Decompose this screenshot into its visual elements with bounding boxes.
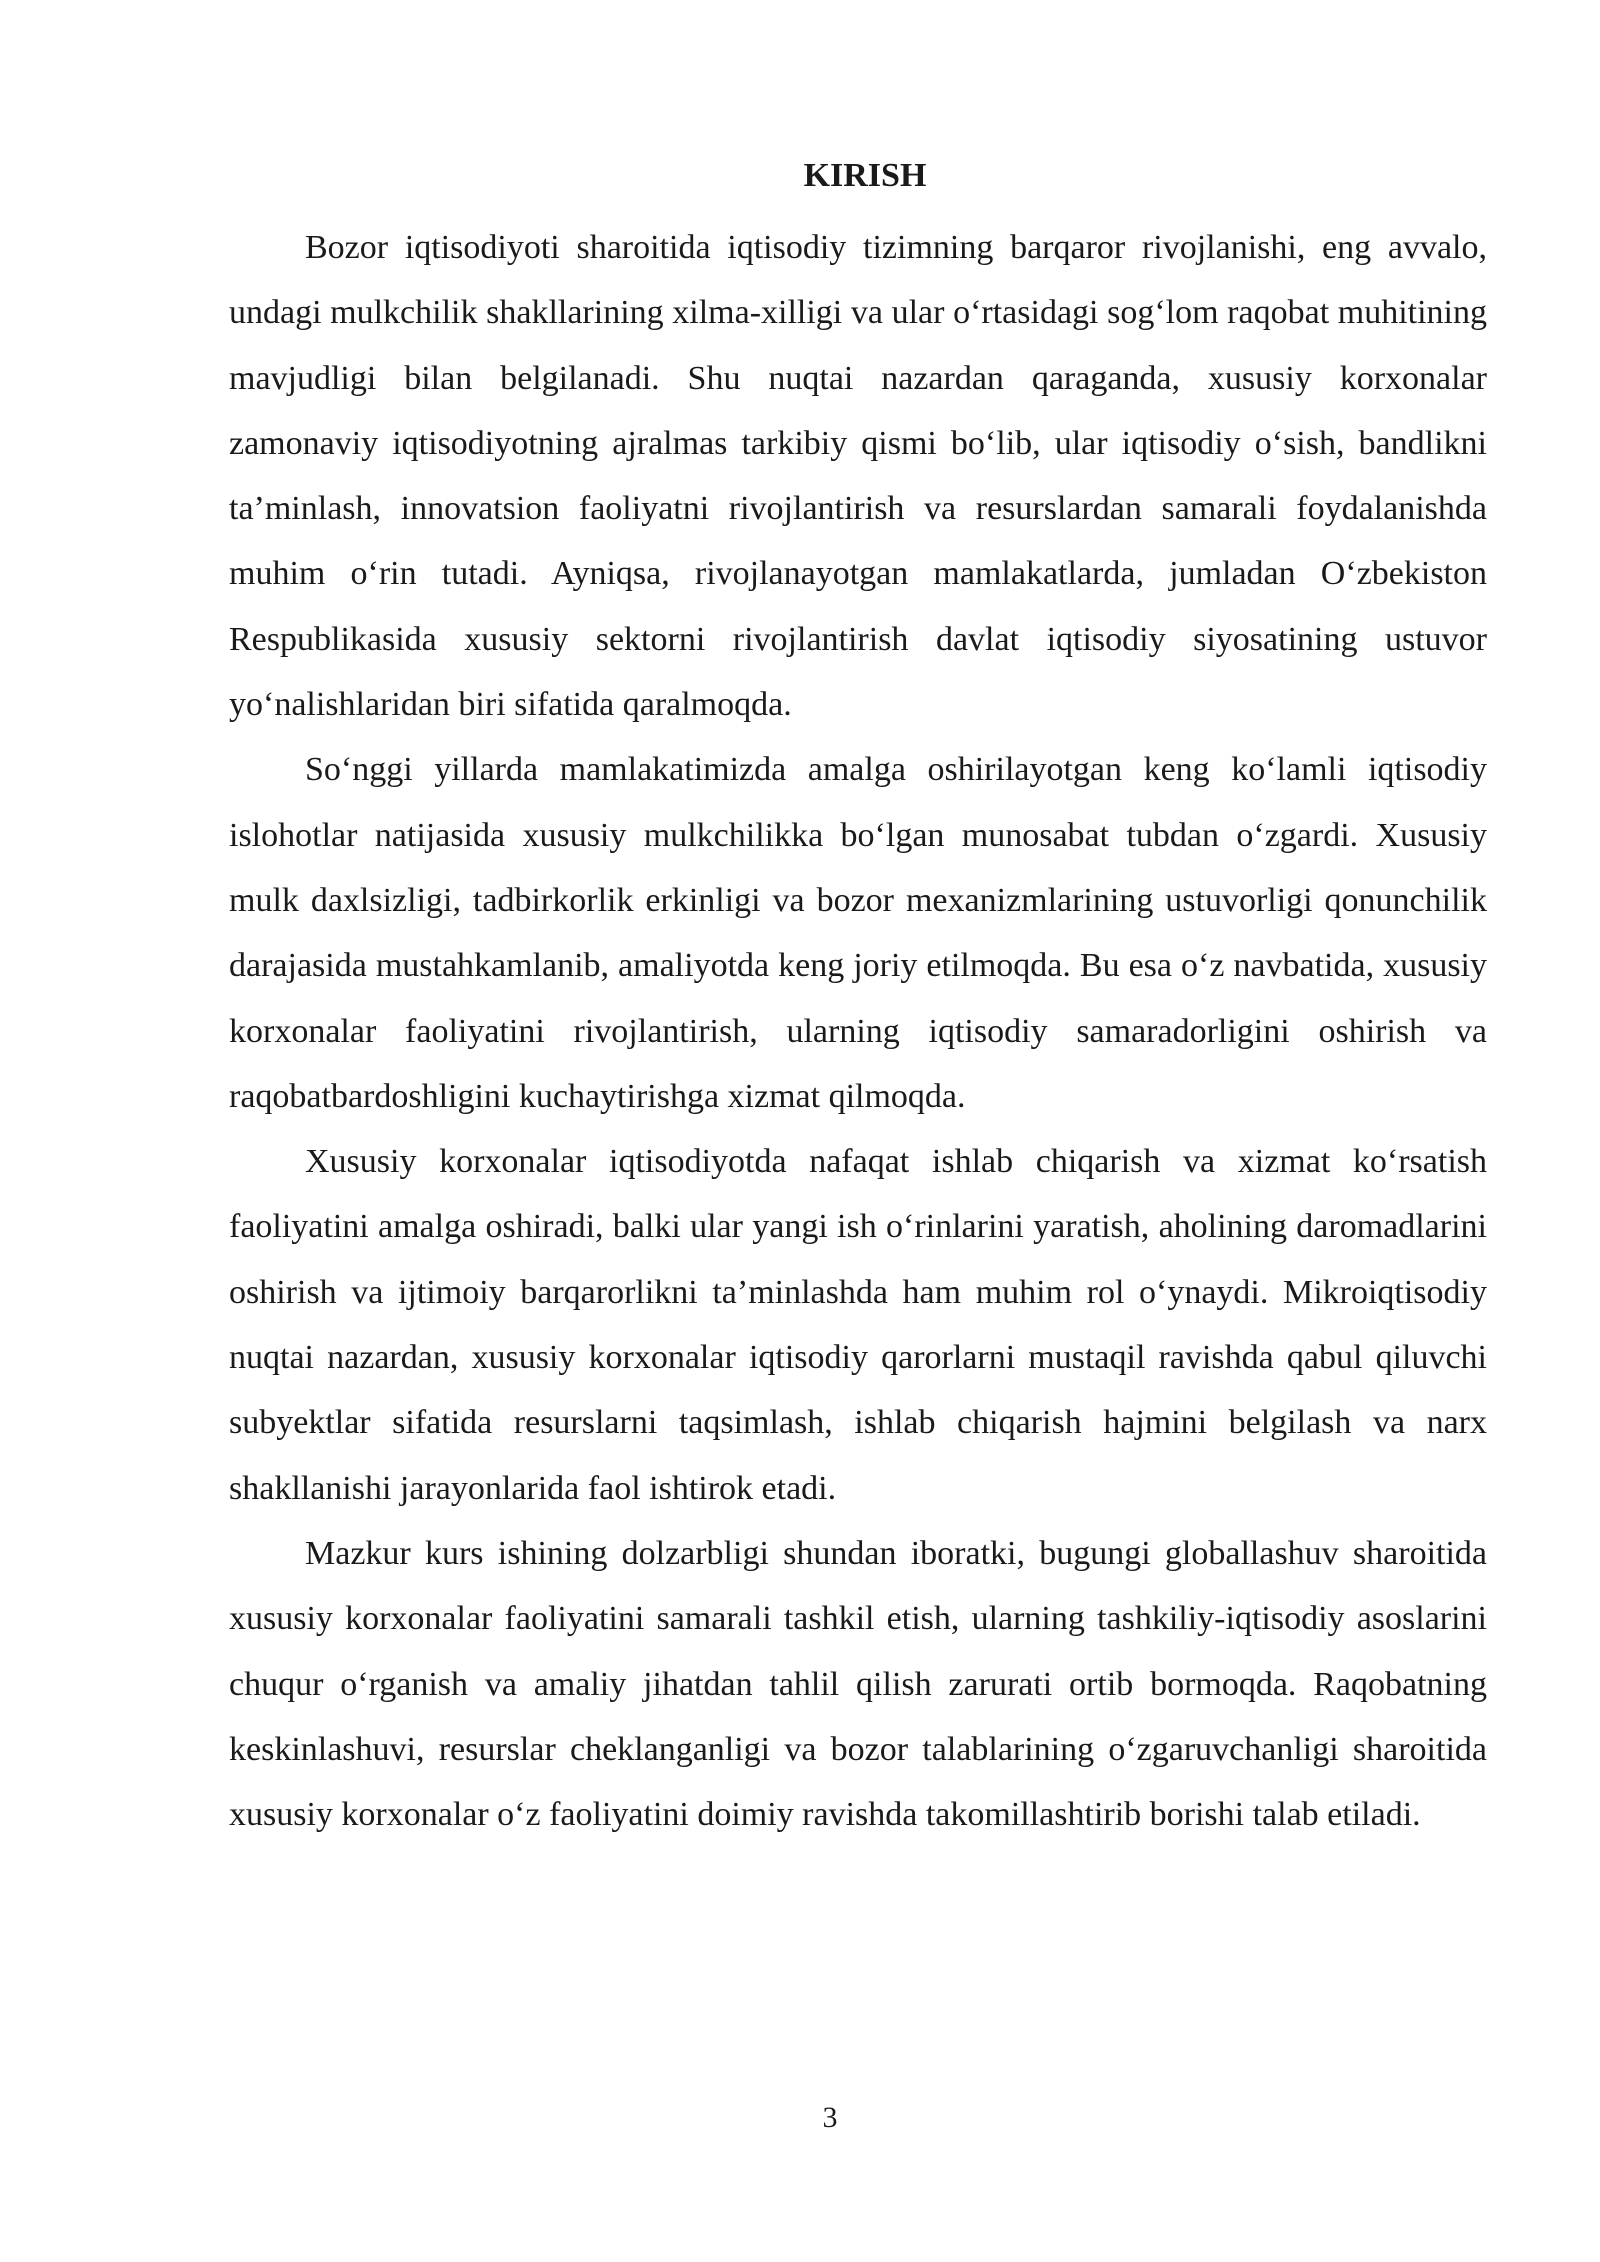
paragraph: So‘nggi yillarda mamlakatimizda amalga oshirilayotgan keng ko‘lamli iqtisodiy islohotlar natijasida xususiy mulkchilikka bo‘lgan munosabat tubdan o‘zgardi. Xususiy mulk daxlsizligi, tadbirkorlik erkinligi va bozor mexanizmlarining ustuvorligi qonunchilik darajasida mustahkamlanib, amaliyotda keng joriy etilmoqda. Bu esa o‘z navbatida, xususiy korxonalar faoliyatini rivojlantirish, ularning iqtisodiy samaradorligini oshirish va raqobatbardoshligini kuchaytirishga xizmat qilmoqda. xyxy=(229,751,1487,1115)
document-body xyxy=(229,150,1487,1847)
paragraph: Bozor iqtisodiyoti sharoitida iqtisodiy tizimning barqaror rivojlanishi, eng avvalo, undagi mulkchilik shakllarining xilma-xilligi va ular o‘rtasidagi sog‘lom raqobat muhitining mavjudligi bilan belgilanadi. Shu nuqtai nazardan qaraganda, xususiy korxonalar zamonaviy iqtisodiyotning ajralmas tarkibiy qismi bo‘lib, ular iqtisodiy o‘sish, bandlikni ta’minlash, innovatsion faoliyatni rivojlantirish va resurslardan samarali foydalanishda muhim o‘rin tutadi. Ayniqsa, rivojlanayotgan mamlakatlarda, jumladan O‘zbekiston Respublikasida xususiy sektorni rivojlantirish davlat iqtisodiy siyosatining ustuvor yo‘nalishlaridan biri sifatida qaralmoqda. xyxy=(229,229,1487,724)
paragraph: Xususiy korxonalar iqtisodiyotda nafaqat ishlab chiqarish va xizmat ko‘rsatish faoliyatini amalga oshiradi, balki ular yangi ish o‘rinlarini yaratish, aholining daromadlarini oshirish va ijtimoiy barqarorlikni ta’minlashda ham muhim rol o‘ynaydi. Mikroiqtisodiy nuqtai nazardan, xususiy korxonalar iqtisodiy qarorlarni mustaqil ravishda qabul qiluvchi subyektlar sifatida resurslarni taqsimlash, ishlab chiqarish hajmini belgilash va narx shakllanishi jarayonlarida faol ishtirok etadi. xyxy=(229,1143,1487,1507)
page-number: 3 xyxy=(822,2101,838,2134)
paragraph: Mazkur kurs ishining dolzarbligi shundan iboratki, bugungi globallashuv sharoitida xususiy korxonalar faoliyatini samarali tashkil etish, ularning tashkiliy-iqtisodiy asoslarini chuqur o‘rganish va amaliy jihatdan tahlil qilish zarurati ortib bormoqda. Raqobatning keskinlashuvi, resurslar cheklanganligi va bozor talablarining o‘zgaruvchanligi sharoitida xususiy korxonalar o‘z faoliyatini doimiy ravishda takomillashtirib borishi talab etiladi. xyxy=(229,1534,1487,1834)
section-title: KIRISH xyxy=(803,157,927,194)
